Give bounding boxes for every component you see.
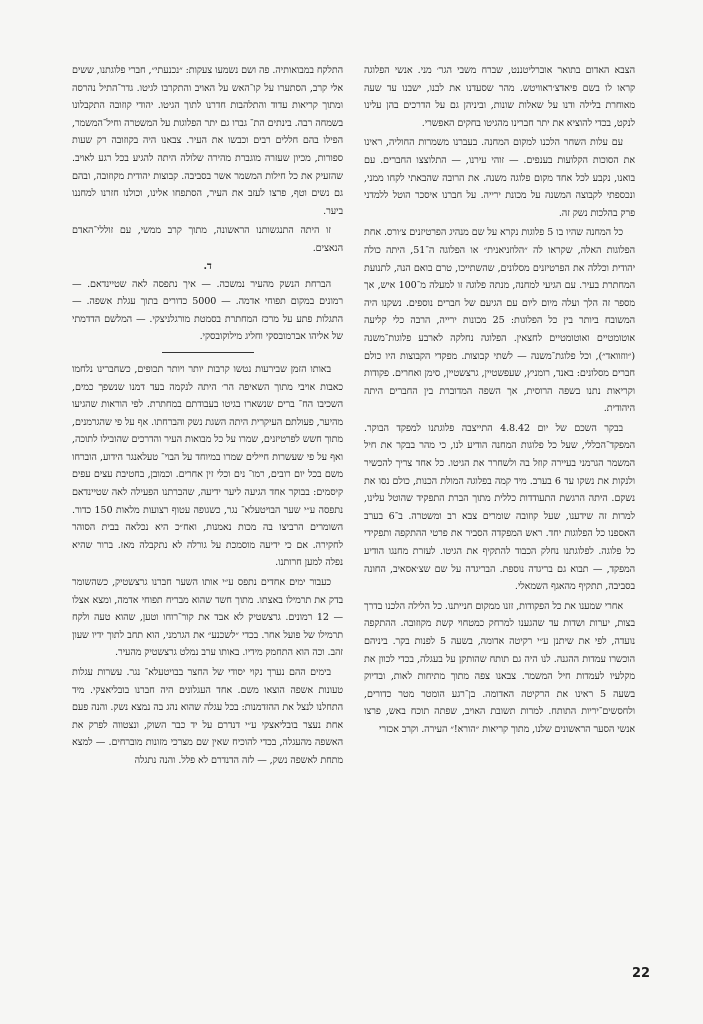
paragraph: זו היתה התנגשותנו הראשונה, מתוך קרב ממשי, עם זוללי־האדם הנאצים. [72, 225, 343, 254]
right-text-column [364, 62, 635, 741]
paragraph: אחרי שמענו את כל הפקודות, זזנו ממקום חנייתנו. כל הלילה הלכנו בדרך בצות, יערות ושדות עד שהגענו למרחק כמטחוי קשת מקוזובה. ההתקפה נועדה, לפי את שיתנן ע״י רקיטה אדומה, בשעה 5 לפנות בקר. ביניהם הוכשרו עמדות ההגנה. לנו היה גם תותח שהותקן על בעגלה, בכדי לכוון את מקלעיו לעמדות חיל המשמר. צבאנו צפה מתוך מתיחות לאות, ובדיוק בשעה 5 ראינו את הרקיטה האדומה. בן־רגע הומטר מטר כדורים, ולחסשים־יריות התותח. למרות תשובת האויב, שפתה תוכח באש, פרצו אנשי הסער הראשונים שלנו, מתוך קריאות ״הורא!״ העירה. וקרב אכזרי [364, 600, 635, 735]
paragraph: כל המחנה שהיו בו 5 פלוגות נקרא על שם מנהיג הפרטיזנים צ׳ורס. אחת הפלוגות האלה, שקראו לה ״הלוזניאנית״ או הפלוגה ה־51, היתה כולה יהודית וכללה את הפרטיזנים מסלונים, שהשתייכו, טרם בואם הנה, לתנועת המחתרת בעיר. עם הגיעי למחנה, מנתה פלוגה זו למעלה מ־100 איש, אך מספר זה הלך ועלה מיום ליום עם הגיעם של חברים נוספים. נשקנו היה המשובח ביותר בין כל הפלוגות: 25 מכונות ירייה, הרבה כלי קליעה אוטומטיים ואוטומטיים לחצאין. הפלוגה נחלקה לארבע פלוגות־משנה (״ווזוואד״), וכל פלוגת־משנה — לשתי קבוצות. מפקדי הקבוצות היו כולם חברים מסלונים: באנד, רומניץ, שעפשטיין, גרצשטיין, סימן ואחרים. פקודות וקריאות נתנו בשפה הרוסית, אך השפה המדוברת בין החברים היתה היהודית. [364, 227, 635, 415]
paragraph: בימים ההם נערך נקוי יסודי של החצר בבויטעלא־ נגר. עשרות עגלות טעונות אשפה הוצאו משם. אחד העגלונים היה חברנו בובליאצקי. מיד התחלנו לנצל את ההזדמנות: בכל עגלה שהוא נהג בה נמצא נשק. והנה פעם אחת נעצר בובליאצקי ע״י דנדרם על יד כבר השוק, ונצטווה לפרק את האשפה מהעגלה, בכדי להוכיח שאין שם מצרכי מזונות מוברחים. — למצא מתחת לאשפה נשק, — לזה הדנדרם לא פלל. והנה נתגלה [72, 667, 343, 766]
section-summary: הברחת הנשק מהעיר נמשכה. — איך נתפסה לאה שטיינדאם. — רמונים במקום תפוחי אדמה. — 5000 כדורים בתוך עגלת אשפה. — התגלות פתע על מרכז המחתרת בסמטת מורגלניצקי. — המלשם הדדמתי של אליהו אברמובסקי וחליג מילוקובסקי. [72, 278, 343, 343]
section-marker: ד. [203, 260, 212, 272]
page-number: 22 [632, 966, 651, 981]
paragraph: באותו הזמן שבירעות נטשו קרבות יותר ויותר תכופים, כשחברינו נלחמו כאבות אויבי מתוך השאיפה הר׳ היתה לנקמה בעד דמנו שנשפך כמים, השכיבו הח־ ברים שנשארו בגיטו בעבודתם במחתרת. לפי הוראות שהגיעו מהיער, פעולתם העיקרית היתה השגת נשק והברחתו. אף על פי שהגרמנים, מתוך חשש לפרטיזנים, שמרו על כל מבואות העיר והדרכים שהובילו לתוכה, ואף על פי שעשרות חיילים שמרו במיוחד על הבוי־ טעלאנגר הידוע, הוברחו משם בכל יום רובים, רמו־ נים וכלי זין אחרים. וכמובן, בחטיבת עצים עפים קיסמים: בבוקר אחד הגיעה ליער ידיעה, שהברתנו הפעילה לאה שטיינדאם נתפסה ע״י שער הבויטעלא־ נגר, כשגופה עטוף רצועות מלאות 150 כדור. השומרים הרביצו בה מכות נאמנות, ואח״כ היא נכלאה בבית הסוהר לחקירה. אם כי ידיעה מוסמכת על גורלה לא נתקבלה מאז. ברור שהיא נפלה למען חרותנו. [72, 363, 343, 569]
paragraph: התלקח במבואותיה. פה ושם נשמעו צעקות: ״נכנעתי״, חברי פלוגתנו, ששים אלי קרב, הסתערו על קו־האש על האויב והתקרבו לגיטו. גדר־התיל נהרסה ומתוך קריאות עדוד והתלהבות חדרנו לתוך הגיטו. יהודי קוזובה התקבלונו בשמחה רבה. בינתים הת־ גברו גם יתר הפלוגות על המשטרה וחיל־המשמר, הפילו בהם חללים רבים וכבשו את העיר. צבאנו היה בקוזובה רק שעות ספורות, מכיון שעזרה מוגברת מהירה שלולה היתה להגיע בכל רגע לאויב. שהזעיק את כל חילות המשמר אשר בסביבה. קבוצות יהודית מקוזובה, ובהם גם נשים וטף, פרצו לעזב את העיר, הסתפחו אלינו, וכולנו חזרנו למחננו ביער. [72, 65, 343, 217]
paragraph: בבקר השכם של יום 4.8.42 התייצבה פלוגתנו למפקד הבוקר. המפקד־הכללי, שעל כל פלוגות המחנה הודיע לנו, כי מהר בבקר את חיל המשמר הגרמני בעיירה קוזל בה ולשחרר את הגיטו. כל אחד צריך להכשיר ולנקות את נשקו עד 6 בערב. מיד קמה בפלוגה המולת הכנות, כולם נסו את נשקם. היתה הרגשת התעודדות כללית מתוך הברת התפקיד שהוטל עלינו, למרות זה שידענו, שעל קוזובה שומרים צבא רב ומשטרה. ב־6 בערב האספנו כל הפלוגות יחד. ראש המפקדה הסביר את פרטי ההתקפה ותפקידי כל פלוגה. לפלוגתנו נחלק הכבוד להתקיף את הגיטו. לעזרת מחנגו הודיע המפקד, — תבוא גם בריגדה נוספת. הבריגדה על שם שצ׳אסאיב, החונה בסביבה, תתקיף מהאגף השמאלי. [364, 422, 635, 593]
section-divider [162, 352, 254, 353]
paragraph: הצבא האדום בתואר אוברליטננט, שברח משבי הגר׳ מני. אנשי הפלוגה קראו לו בשם פיאדצ׳ראוויטש. מהר שסעדנו את לבנו, ישבנו עד שעה מאוחרת בלילה ודנו על שאלות שונות, וביניהן גם על הדרכים בהן עלינו לנקט, בכדי להוציא את יתר חברינו מהגיטו בחקים האפשרי. [364, 65, 635, 129]
paragraph: עם עלות השחר הלכנו למקום המחנה. בעברנו משמרות החוליה, ראינו את הסוכות הקלועות בענפים. — זוהי עירנו, — התלוצצו החברים. עם בואנו, נקבע לכל אחד מקום פלוגה משנה. את הרובה שהבאתי לקחו ממני, ונכספתי לקבוצה המשנה על מכונת ירייה. על חברנו איסכר הוטל ללמדני פרק בהלכות נשק זה. [364, 137, 635, 219]
paragraph: כעבור ימים אחדים נתפס ע״י אותו השער חברנו גרצשטיק, כשהשומר בדק את תרמילו באצתו. מתוך חשד שהוא מבריח תפוחי אדמה, ומצא אצלו — 12 רמונים. גרצשטיק לא אבד את קור־רוחו וטען, שהוא טעה ולקח תרמילו של פועל אחר. בכדי ״לשכנע״ את הגרמני, הוא תחב לתוך ידיו שעון זהב. וכה הוא התחמק מידיו. באותו ערב נמלט גרצשטיק מהעיר. [72, 577, 343, 659]
left-text-column [72, 62, 343, 772]
